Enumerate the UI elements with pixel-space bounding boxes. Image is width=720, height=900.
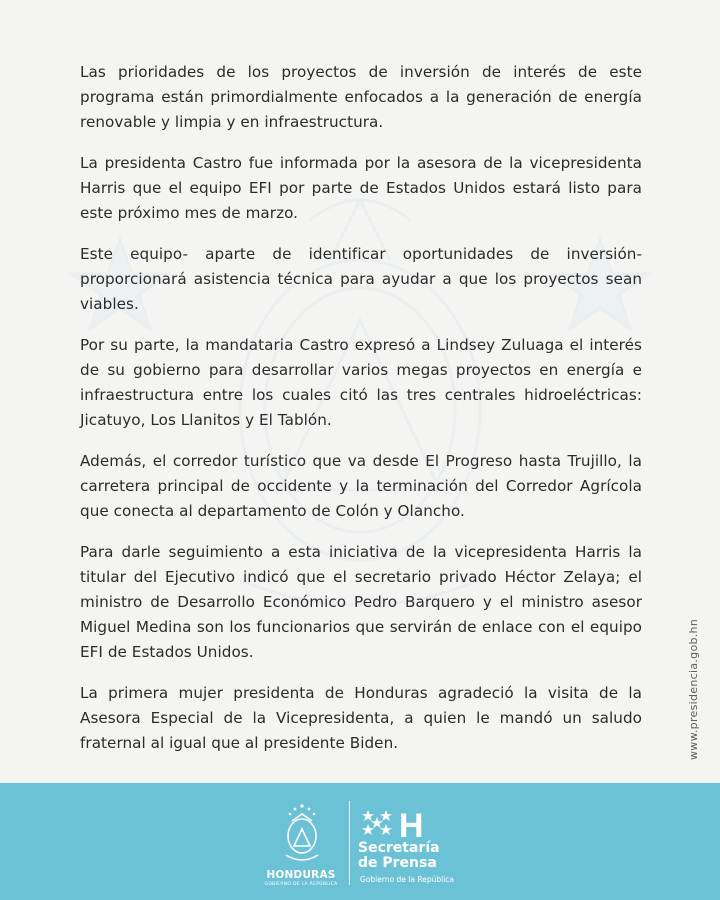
paragraph: Para darle seguimiento a esta iniciativa de la vicepresidenta Harris la titular del Ejecutivo indicó que el secretario privado Héctor Zelaya; el ministro de Desarrollo Económico Pedro Barquero y el ministro asesor Miguel Medina son los funcionarios que servirán de enlace con el equipo EFI de Estados Unidos. xyxy=(80,543,642,661)
footer-logos xyxy=(258,797,478,893)
secretaria-logo-icon xyxy=(362,807,432,839)
honduras-label: HONDURAS xyxy=(266,869,336,881)
logo-divider xyxy=(349,801,350,885)
paragraph: La presidenta Castro fue informada por la asesora de la vicepresidenta Harris que el equipo EFI por parte de Estados Unidos estará listo para este próximo mes de marzo. xyxy=(80,154,642,222)
paragraph: La primera mujer presidenta de Honduras agradeció la visita de la Asesora Especial de la Vicepresidenta, a quien le mandó un saludo fraternal al igual que al presidente Biden. xyxy=(80,684,642,752)
article-body xyxy=(80,60,642,772)
honduras-subtitle: GOBIERNO DE LA REPÚBLICA xyxy=(264,882,338,887)
paragraph: Este equipo- aparte de identificar oportunidades de inversión- proporcionará asistencia técnica para ayudar a que los proyectos sean viables. xyxy=(80,245,642,313)
website-url: www.presidencia.gob.hn xyxy=(687,618,700,760)
secretaria-h-letter: H xyxy=(399,807,424,839)
secretaria-title-line1: Secretaría xyxy=(358,840,440,856)
paragraph: Además, el corredor turístico que va desde El Progreso hasta Trujillo, la carretera principal de occidente y la terminación del Corredor Agrícola que conecta al departamento de Colón y Olancho. xyxy=(80,452,642,520)
footer-bar xyxy=(0,783,720,900)
secretaria-title-line2: de Prensa xyxy=(358,855,437,871)
paragraph: Las prioridades de los proyectos de inversión de interés de este programa están primordialmente enfocados a la generación de energía renovable y limpia y en infraestructura. xyxy=(80,63,642,131)
secretaria-title xyxy=(358,841,440,871)
secretaria-subtitle: Gobierno de la República xyxy=(360,875,455,884)
honduras-seal-icon xyxy=(282,803,322,865)
paragraph: Por su parte, la mandataria Castro expresó a Lindsey Zuluaga el interés de su gobierno para desarrollar varios megas proyectos en energía e infraestructura entre los cuales citó las tres centrales hidroeléctricas: Jicatuyo, Los Llanitos y El Tablón. xyxy=(80,336,642,429)
